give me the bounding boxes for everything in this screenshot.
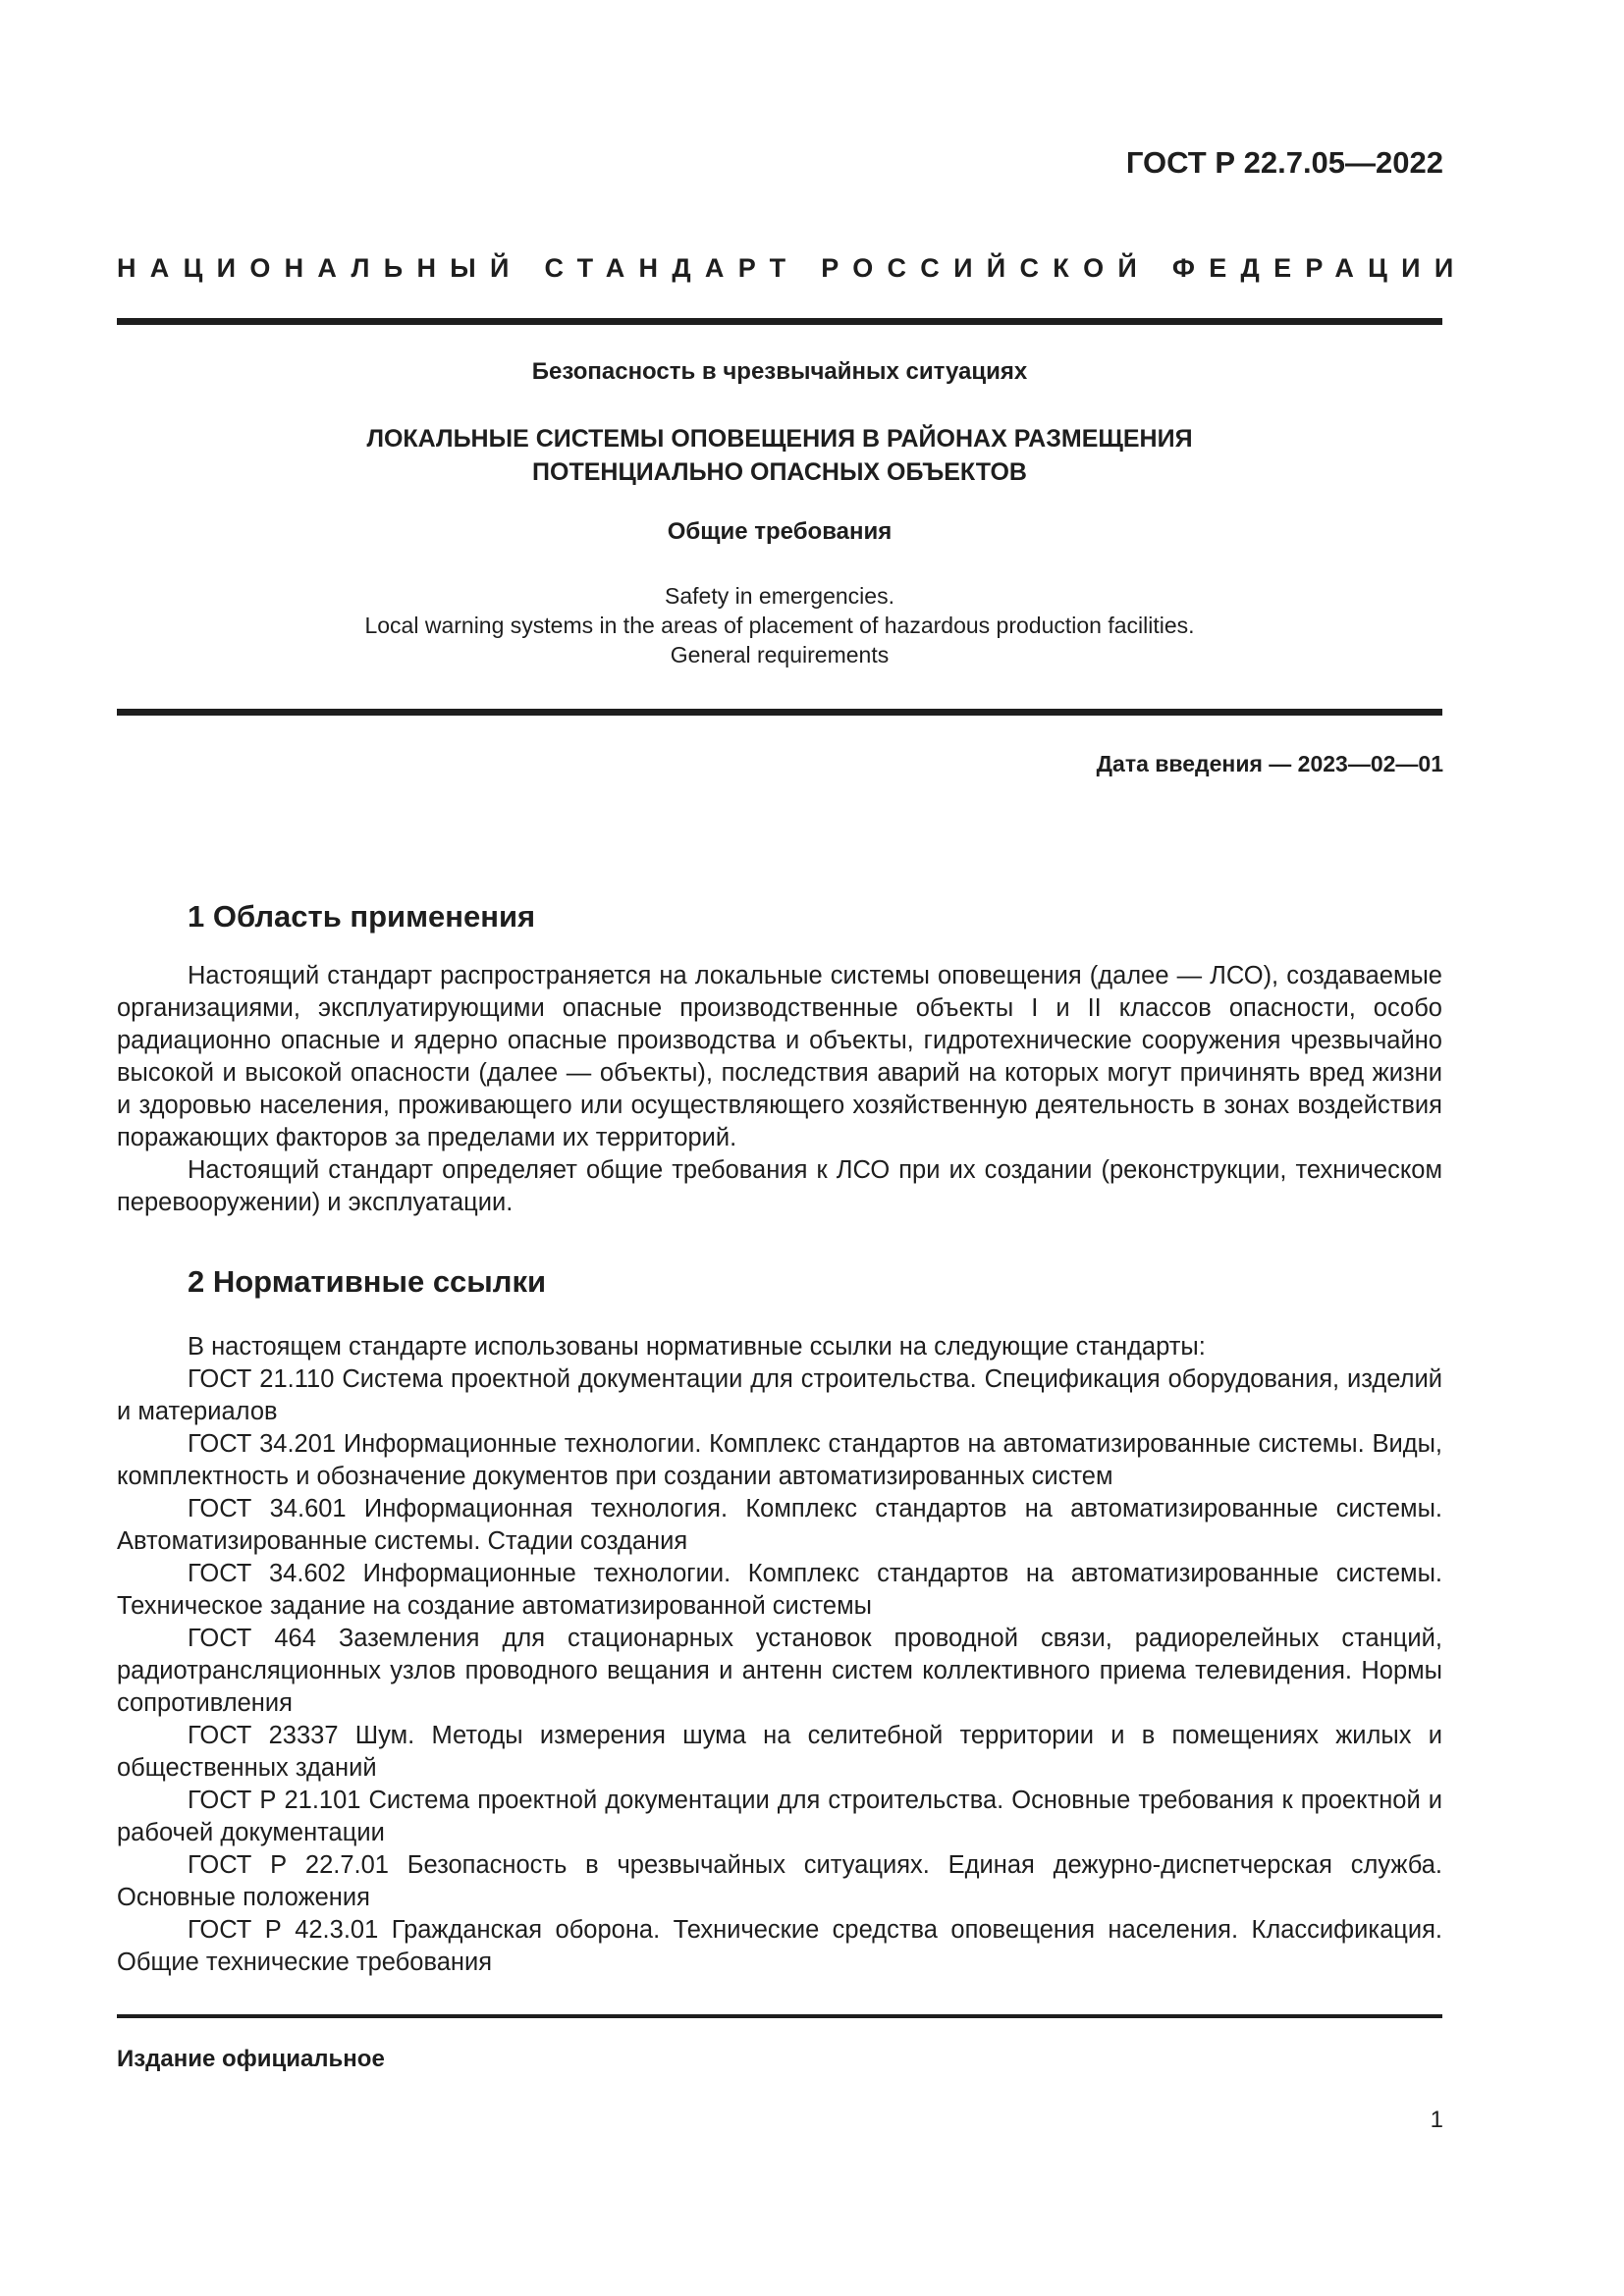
main-title-line-1: ЛОКАЛЬНЫЕ СИСТЕМЫ ОПОВЕЩЕНИЯ В РАЙОНАХ РАЗМЕЩЕНИЯ — [366, 425, 1193, 453]
reference-item: ГОСТ 34.201 Информационные технологии. Комплекс стандартов на автоматизированные системы. Виды, комплектность и обозначение документов при создании автоматизированных систем — [117, 1430, 1442, 1490]
main-title — [117, 422, 1442, 489]
english-title-line-2: Local warning systems in the areas of placement of hazardous production facilities. — [364, 613, 1195, 638]
reference-item: ГОСТ Р 22.7.01 Безопасность в чрезвычайных ситуациях. Единая дежурно-диспетчерская служба. Основные положения — [117, 1851, 1442, 1911]
references-intro: В настоящем стандарте использованы нормативные ссылки на следующие стандарты: — [188, 1333, 1206, 1361]
title-bottom-rule — [117, 709, 1442, 716]
section-1-paragraph-2: Настоящий стандарт определяет общие требования к ЛСО при их создании (реконструкции, техническом перевооружении) и эксплуатации. — [117, 1156, 1442, 1216]
english-title-line-1: Safety in emergencies. — [665, 583, 894, 609]
reference-item: ГОСТ Р 21.101 Система проектной документации для строительства. Основные требования к проектной и рабочей документации — [117, 1787, 1442, 1846]
reference-item: ГОСТ 21.110 Система проектной документации для строительства. Спецификация оборудования, изделий и материалов — [117, 1365, 1442, 1425]
national-standard-heading: НАЦИОНАЛЬНЫЙ СТАНДАРТ РОССИЙСКОЙ ФЕДЕРАЦИИ — [117, 253, 1468, 283]
main-title-line-2: ПОТЕНЦИАЛЬНО ОПАСНЫХ ОБЪЕКТОВ — [532, 458, 1027, 486]
page-number: 1 — [1430, 2107, 1443, 2133]
reference-item: ГОСТ 464 Заземления для стационарных установок проводной связи, радиорелейных станций, радиотрансляционных узлов проводного вещания и антенн систем коллективного приема телевидения. Нормы сопротивления — [117, 1625, 1442, 1717]
reference-item: ГОСТ Р 42.3.01 Гражданская оборона. Технические средства оповещения населения. Классификация. Общие технические требования — [117, 1916, 1442, 1976]
english-title — [117, 581, 1442, 669]
reference-item: ГОСТ 34.602 Информационные технологии. Комплекс стандартов на автоматизированные системы. Техническое задание на создание автоматизированной системы — [117, 1560, 1442, 1620]
english-title-line-3: General requirements — [670, 642, 890, 667]
subtitle: Общие требования — [667, 518, 893, 545]
document-number: ГОСТ Р 22.7.05—2022 — [1125, 145, 1443, 180]
section-1-title: 1 Область применения — [188, 899, 536, 934]
reference-item: ГОСТ 23337 Шум. Методы измерения шума на селитебной территории и в помещениях жилых и общественных зданий — [117, 1722, 1442, 1782]
official-edition-label: Издание официальное — [117, 2046, 385, 2072]
reference-item: ГОСТ 34.601 Информационная технология. Комплекс стандартов на автоматизированные системы. Автоматизированные системы. Стадии создания — [117, 1495, 1442, 1555]
topic-title: Безопасность в чрезвычайных ситуациях — [531, 358, 1028, 385]
normative-references — [117, 1331, 1442, 1979]
introduction-date: Дата введения — 2023—02—01 — [1096, 751, 1443, 776]
top-rule — [117, 318, 1442, 325]
section-1-paragraph-1: Настоящий стандарт распространяется на локальные системы оповещения (далее — ЛСО), создаваемые организациями, эксплуатирующими опасные производственные объекты I и II классов опасности, особо радиационно опасные и ядерно опасные производства и объекты, гидротехнические сооружения чрезвычайно высокой и высокой опасности (далее — объекты), последствия аварий на которых могут причинять вред жизни и здоровью населения, проживающего или осуществляющего хозяйственную деятельность в зонах воздействия поражающих факторов за пределами их территорий. — [117, 962, 1442, 1151]
footer-rule — [117, 2014, 1442, 2018]
section-2-title: 2 Нормативные ссылки — [188, 1264, 547, 1299]
